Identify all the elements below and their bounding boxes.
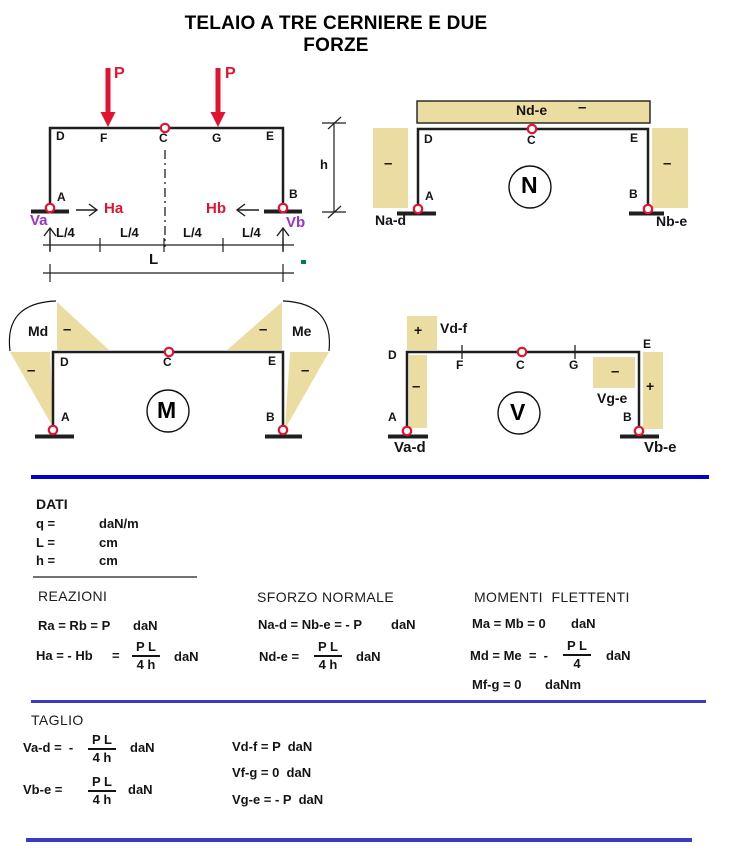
dim-quarter-1: L/4 bbox=[56, 225, 75, 240]
v-circle-letter: V bbox=[510, 399, 526, 425]
reaction-vb-label: Vb bbox=[286, 214, 306, 231]
sforzo-eq1-unit: daN bbox=[391, 617, 416, 632]
v-node-c: C bbox=[516, 358, 525, 372]
taglio-fraction-1 bbox=[88, 733, 116, 765]
momenti-fraction bbox=[563, 639, 591, 671]
n-bar-label: Nd-e bbox=[516, 102, 548, 118]
n-bar-minus: – bbox=[578, 99, 587, 116]
reaction-hb-label: Hb bbox=[206, 200, 226, 217]
reazioni-eq1-unit: daN bbox=[133, 618, 158, 633]
taglio-frac1-num: P L bbox=[88, 733, 116, 750]
n-node-a: A bbox=[425, 189, 434, 203]
reaction-va-label: Va bbox=[30, 212, 48, 229]
n-nb-e-label: Nb-e bbox=[656, 213, 688, 229]
n-node-d: D bbox=[424, 132, 433, 146]
n-node-b: B bbox=[629, 187, 638, 201]
m-minus-top-left: – bbox=[63, 321, 72, 338]
n-node-c: C bbox=[527, 133, 536, 147]
taglio-row-vfg: Vf-g = 0 daN bbox=[232, 765, 312, 780]
v-node-a: A bbox=[388, 410, 397, 424]
v-node-f: F bbox=[456, 358, 464, 372]
momenti-eq1: Ma = Mb = 0 bbox=[472, 616, 546, 631]
separator-bottom bbox=[26, 838, 692, 842]
v-node-b: B bbox=[623, 410, 632, 424]
dati-row-h-value: cm bbox=[99, 553, 118, 568]
dati-row-q-key: q = bbox=[36, 516, 56, 531]
sforzo-heading: SFORZO NORMALE bbox=[257, 589, 395, 605]
force-p-right-label: P bbox=[225, 65, 236, 82]
taglio-eq2-unit: daN bbox=[128, 782, 153, 797]
v-minus-beam-right: – bbox=[611, 363, 620, 380]
dim-span-label: L bbox=[149, 251, 159, 268]
force-p-left-label: P bbox=[114, 65, 125, 82]
reazioni-eq2-unit: daN bbox=[174, 649, 199, 664]
dati-row-h-key: h = bbox=[36, 553, 56, 568]
v-plus-beam-left: + bbox=[414, 322, 423, 338]
sforzo-eq2-lhs: Nd-e = bbox=[259, 649, 300, 664]
v-vd-f-label: Vd-f bbox=[440, 320, 468, 336]
reazioni-frac-den: 4 h bbox=[136, 657, 156, 672]
node-c: C bbox=[159, 131, 168, 145]
sforzo-frac-den: 4 h bbox=[318, 657, 338, 672]
n-node-e: E bbox=[630, 131, 639, 145]
node-g: G bbox=[212, 131, 222, 145]
v-minus-col-left: – bbox=[412, 378, 421, 395]
taglio-heading: TAGLIO bbox=[31, 712, 84, 728]
v-node-d: D bbox=[388, 348, 397, 362]
m-node-e: E bbox=[268, 354, 277, 368]
m-node-a: A bbox=[61, 410, 70, 424]
taglio-fraction-2 bbox=[88, 775, 116, 807]
momenti-eq2-lhs: Md = Me = - bbox=[470, 648, 549, 663]
m-minus-col-right: – bbox=[301, 362, 310, 379]
node-e: E bbox=[266, 129, 275, 143]
momenti-heading: MOMENTI FLETTENTI bbox=[474, 589, 630, 605]
taglio-eq2-lhs: Vb-e = bbox=[23, 782, 63, 797]
reazioni-frac-num: P L bbox=[132, 640, 160, 657]
node-d: D bbox=[56, 129, 65, 143]
force-p-right-head bbox=[211, 112, 226, 127]
taglio-frac2-den: 4 h bbox=[92, 792, 112, 807]
momenti-frac-den: 4 bbox=[573, 656, 581, 671]
node-a: A bbox=[57, 190, 66, 204]
sforzo-fraction bbox=[314, 640, 342, 672]
taglio-row-vge: Vg-e = - P daN bbox=[232, 792, 324, 807]
ha-arrow bbox=[76, 204, 97, 216]
taglio-frac1-den: 4 h bbox=[92, 750, 112, 765]
dati-row-l-value: cm bbox=[99, 535, 118, 550]
dati-row-q-value: daN/m bbox=[99, 516, 139, 531]
dim-height-label: h bbox=[320, 157, 328, 172]
n-na-d-label: Na-d bbox=[375, 212, 407, 228]
n-circle-letter: N bbox=[521, 172, 538, 198]
v-plus-col-right: + bbox=[646, 378, 655, 394]
va-arrow bbox=[44, 228, 56, 251]
dim-quarter-2: L/4 bbox=[120, 225, 139, 240]
taglio-eq1-lhs: Va-d = - bbox=[23, 740, 74, 755]
dim-quarter-4: L/4 bbox=[242, 225, 261, 240]
node-b: B bbox=[289, 187, 298, 201]
v-vb-e-label: Vb-e bbox=[644, 439, 677, 456]
m-md-label: Md bbox=[28, 323, 49, 339]
momenti-eq3: Mf-g = 0 bbox=[472, 677, 522, 692]
v-va-d-label: Va-d bbox=[394, 439, 426, 456]
page-title: TELAIO A TRE CERNIERE E DUE FORZE bbox=[184, 13, 488, 56]
dati-row-l-key: L = bbox=[36, 535, 55, 550]
reazioni-fraction bbox=[132, 640, 160, 672]
green-mark bbox=[301, 260, 306, 264]
m-node-b: B bbox=[266, 410, 275, 424]
vb-arrow bbox=[277, 228, 289, 251]
separator-top bbox=[31, 475, 709, 479]
m-node-d: D bbox=[60, 355, 69, 369]
momenti-eq3-unit: daNm bbox=[545, 677, 582, 692]
dati-heading: DATI bbox=[36, 496, 68, 512]
reazioni-heading: REAZIONI bbox=[38, 588, 108, 604]
momenti-eq2-unit: daN bbox=[606, 648, 631, 663]
separator-middle bbox=[31, 700, 706, 703]
m-me-label: Me bbox=[292, 323, 312, 339]
hinge-a bbox=[46, 204, 54, 212]
momenti-eq1-unit: daN bbox=[571, 616, 596, 631]
momenti-frac-num: P L bbox=[563, 639, 591, 656]
sforzo-eq2-unit: daN bbox=[356, 649, 381, 664]
v-node-e: E bbox=[643, 337, 652, 351]
n-right-minus: – bbox=[663, 155, 672, 172]
m-circle-letter: M bbox=[157, 397, 177, 423]
reazioni-eq2-eq: = bbox=[112, 648, 120, 663]
taglio-frac2-num: P L bbox=[88, 775, 116, 792]
node-f: F bbox=[100, 131, 108, 145]
v-vg-e-label: Vg-e bbox=[597, 390, 628, 406]
taglio-eq1-unit: daN bbox=[130, 740, 155, 755]
reaction-ha-label: Ha bbox=[104, 200, 124, 217]
hinge-b bbox=[279, 204, 287, 212]
m-minus-top-right: – bbox=[259, 321, 268, 338]
hb-arrow bbox=[237, 204, 259, 216]
dim-quarter-3: L/4 bbox=[183, 225, 202, 240]
n-left-minus: – bbox=[384, 155, 393, 172]
v-diagram bbox=[388, 316, 663, 437]
m-fill-top-right bbox=[227, 302, 282, 350]
m-node-c: C bbox=[163, 355, 172, 369]
taglio-row-vdf: Vd-f = P daN bbox=[232, 739, 313, 754]
v-node-g: G bbox=[569, 358, 579, 372]
m-minus-col-left: – bbox=[27, 362, 36, 379]
force-p-left-head bbox=[101, 112, 116, 127]
load-diagram bbox=[31, 117, 346, 282]
reazioni-eq2-lhs: Ha = - Hb bbox=[36, 648, 93, 663]
sforzo-frac-num: P L bbox=[314, 640, 342, 657]
reazioni-eq1: Ra = Rb = P bbox=[38, 618, 111, 633]
sforzo-eq1: Na-d = Nb-e = - P bbox=[258, 617, 363, 632]
